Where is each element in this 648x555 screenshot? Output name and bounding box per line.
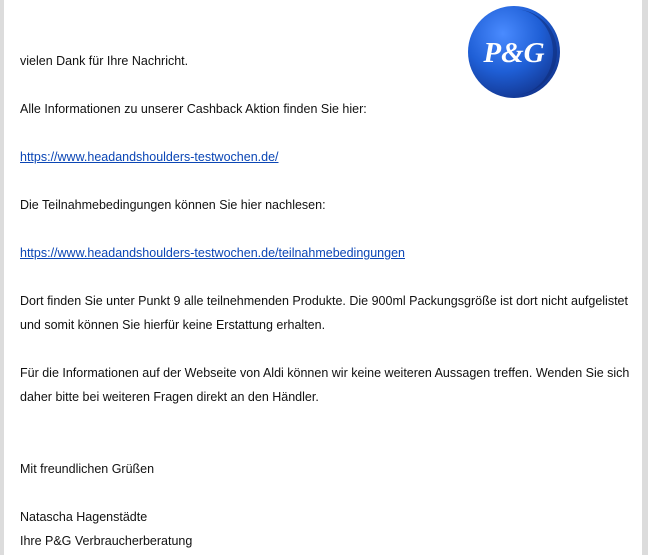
signature-team: Ihre P&G Verbraucherberatung <box>20 534 193 548</box>
aldi-paragraph: Für die Informationen auf der Webseite von Aldi können wir keine weiteren Aussagen treffen. Wenden Sie sich daher bitte bei weiteren Fragen direkt an den Händler. <box>20 366 630 404</box>
signature-name: Natascha Hagenstädte <box>20 510 148 524</box>
greeting-line: vielen Dank für Ihre Nachricht. <box>20 54 189 68</box>
info-intro: Alle Informationen zu unserer Cashback Aktion finden Sie hier: <box>20 102 367 116</box>
products-paragraph: Dort finden Sie unter Punkt 9 alle teilnehmenden Produkte. Die 900ml Packungsgröße ist dort nicht aufgelistet und somit können Sie hierfür keine Erstattung erhalten. <box>20 294 628 332</box>
closing-line: Mit freundlichen Grüßen <box>20 462 155 476</box>
terms-link[interactable]: https://www.headandshoulders-testwochen.de/teilnahmebedingungen <box>20 246 405 260</box>
info-link[interactable]: https://www.headandshoulders-testwochen.de/ <box>20 150 279 164</box>
terms-intro: Die Teilnahmebedingungen können Sie hier nachlesen: <box>20 198 326 212</box>
logo-text: P&G <box>483 37 545 69</box>
pg-logo <box>467 5 561 99</box>
